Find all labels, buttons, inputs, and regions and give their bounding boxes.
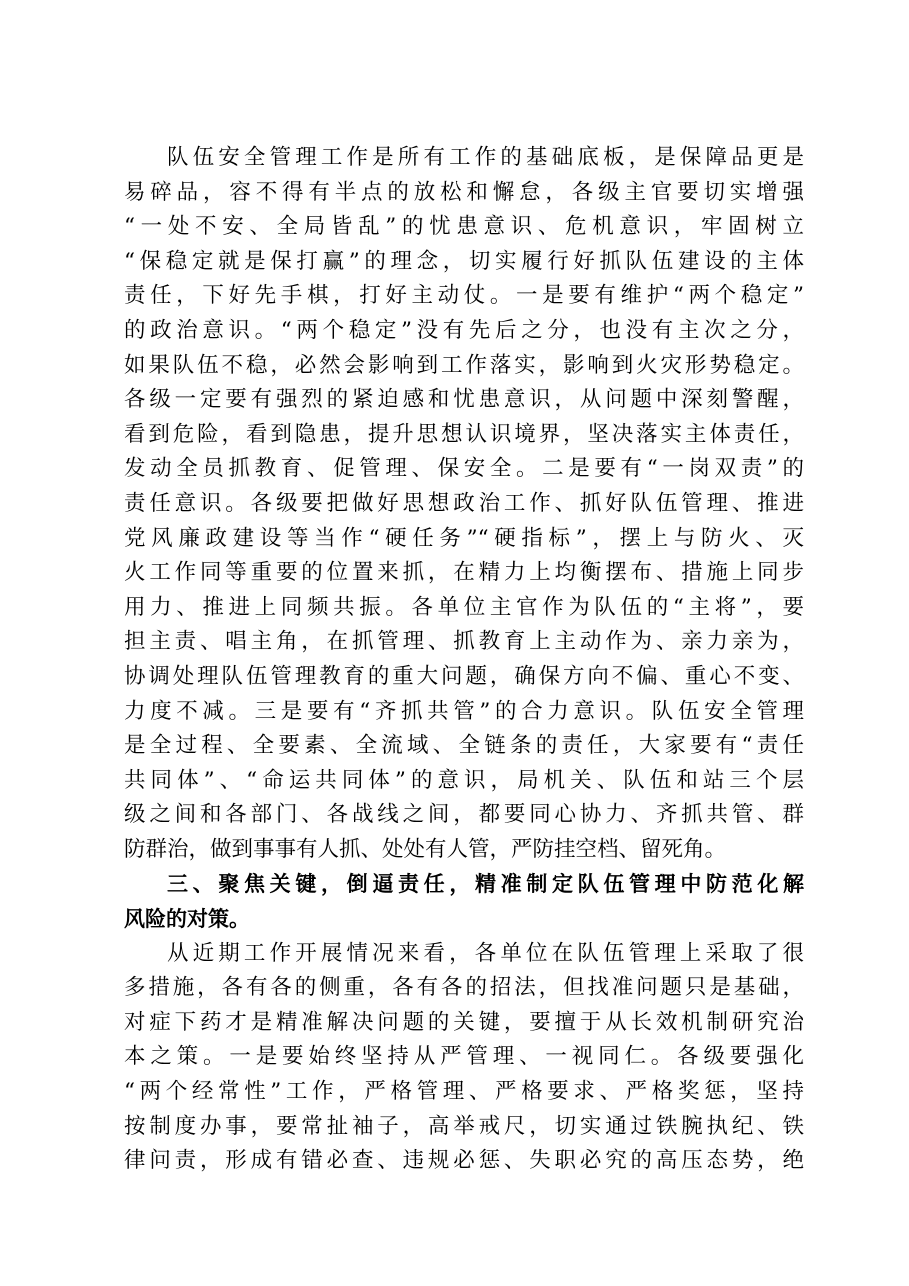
text-line: 多措施，各有各的侧重，各有各的招法，但找准问题只是基础， [124,975,804,1001]
text-line: 级之间和各部门、各战线之间，都要同心协力、齐抓共管、群 [124,802,804,828]
text-line: 火工作同等重要的位置来抓，在精力上均衡摆布、措施上同步 [124,560,804,586]
heading-line: 风险的对策。 [124,907,250,932]
text-line: 发动全员抓教育、促管理、保安全。二是要有“一岗双责”的 [124,456,804,482]
text-line: 共同体”、“命运共同体”的意识，局机关、队伍和站三个层 [124,767,804,793]
heading-line: 三、聚焦关键，倒逼责任，精准制定队伍管理中防范化解 [167,872,804,897]
text-line: 责任，下好先手棋，打好主动仗。一是要有维护“两个稳定” [124,283,804,309]
text-line: “一处不安、全局皆乱”的忧患意识、危机意识，牢固树立 [124,214,804,240]
paragraph-safety-management [124,141,804,867]
text-line: 看到危险，看到隐患，提升思想认识境界，坚决落实主体责任， [124,421,804,447]
text-line: 如果队伍不稳，必然会影响到工作落实，影响到火灾形势稳定。 [124,352,804,378]
text-line: 队伍安全管理工作是所有工作的基础底板，是保障品更是 [167,145,804,170]
section-heading [124,867,804,936]
text-line: 易碎品，容不得有半点的放松和懈怠，各级主官要切实增强 [124,179,804,205]
paragraph-countermeasures [124,937,804,1179]
text-line: 责任意识。各级要把做好思想政治工作、抓好队伍管理、推进 [124,490,804,516]
text-line: 律问责，形成有错必查、违规必惩、失职必究的高压态势，绝 [124,1148,804,1174]
text-line: 是全过程、全要素、全流域、全链条的责任，大家要有“责任 [124,733,804,759]
text-line: “两个经常性”工作，严格管理、严格要求、严格奖惩，坚持 [124,1079,804,1105]
text-line: 按制度办事，要常扯袖子，高举戒尺，切实通过铁腕执纪、铁 [124,1113,804,1139]
text-line: 本之策。一是要始终坚持从严管理、一视同仁。各级要强化 [124,1044,804,1070]
text-line: 党风廉政建设等当作“硬任务”“硬指标”，摆上与防火、灭 [124,525,804,551]
text-line: 从近期工作开展情况来看，各单位在队伍管理上采取了很 [167,940,804,966]
text-line: 担主责、唱主角，在抓管理、抓教育上主动作为、亲力亲为， [124,629,804,655]
text-line: 防群治，做到事事有人抓、处处有人管，严防挂空档、留死角。 [124,836,727,862]
text-line: 用力、推进上同频共振。各单位主官作为队伍的“主将”，要 [124,594,804,620]
text-line: 各级一定要有强烈的紧迫感和忧患意识，从问题中深刻警醒， [124,387,804,413]
text-line: 对症下药才是精准解决问题的关键，要擅于从长效机制研究治 [124,1009,804,1035]
text-line: 力度不减。三是要有“齐抓共管”的合力意识。队伍安全管理 [124,698,804,724]
text-line: 的政治意识。“两个稳定”没有先后之分，也没有主次之分， [124,317,804,343]
text-line: “保稳定就是保打赢”的理念，切实履行好抓队伍建设的主体 [124,248,804,274]
text-line: 协调处理队伍管理教育的重大问题，确保方向不偏、重心不变、 [124,663,804,689]
document-body [124,141,804,1179]
